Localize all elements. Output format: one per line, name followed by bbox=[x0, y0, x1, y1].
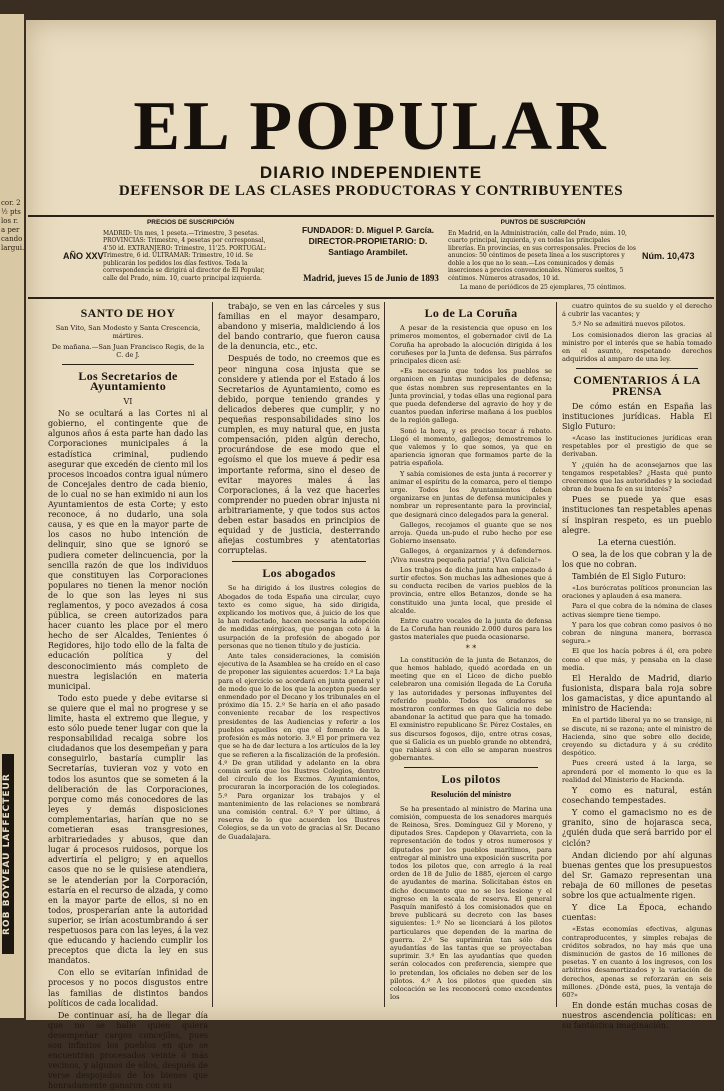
lawyers-heading: Los abogados bbox=[262, 566, 336, 581]
article-paragraph: Pues creerá usted á la larga, se aprenderá por el momento lo que es la realidad del Ministerio de Hacienda. bbox=[562, 759, 712, 784]
pilots-subheading: Resolución del ministro bbox=[430, 790, 512, 800]
article-paragraph: La constitución de la junta de Betanzos, de que hemos hablado, quedó acordada en un meeting que en el Liceo de dicho pueblo celebraron una comisión llegada de La Coruña y las autoridades y personas influyentes del referido pueblo. Todos los oradores se mostraron conformes en que Galicia no debe abandonar la actitud que para que ha tomado. El exministro republicano Sr. Pérez Costales, en sus discursos fogosos, dijo, entre otras cosas, que si Galicia es un pueblo grande no obtendrá, que rabiará si con ello se amparan nuestros gobernantes. bbox=[390, 655, 552, 763]
article-paragraph: Sonó la hora, y es preciso tocar á rebato. Llegó el momento, gallegos; demostremos lo que valemos y lo que somos, ya que en apariencia ignoran que formamos parte de la patria española. bbox=[390, 426, 552, 468]
article-paragraph: Se ha presentado al ministro de Marina una comisión, compuesta de los senadores marqués de Reinosa, Sres. Domínguez Gil y Moreno, y diputados Sres. Capdepon y Olavarrieta, con la representación de todos y otros numerosos y diputados por los pueblos marítimos, para entregar al ministro una exposición suscrita por todos los pilotos que, con arreglo á la real orden de 18 de Julio de 1885, ejercen el cargo de ayudantes de marina. Solicitaban éstos en dicho documento que no se les lesione y el ingreso en la escala de reserva. El general Pasquín manifestó á los comisionados que en breve publicará su decreto con las bases siguientes: 1.º No se licenciará á los pilotos particulares que dependen de la marina de guerra. 2.º Se suprimirán tan sólo dos ayudantías de las tantas que se proyectaban suprimir. 3.º En las ayudantías que queden serán colocados con preferencia, siempre que lo pretendan, los oficiales no deben ser de los pilotos. 4.º A los pilotos que queden sin colocación se les reconocerá como excedentes los bbox=[390, 804, 552, 1002]
article-paragraph: Después de todo, no creemos que es peor ninguna cosa injusta que se considere y atienda por el Estado á los Secretarios de Ayuntamiento, como es debido, porque teniendo grandes y delicados deberes que cumplir, y no pequeñas responsabilidades sino los cumplen, es muy natural que, en justa compensación, piden algún derecho, procurándose de ese modo que el egoísmo el que los mueve á pedir esa importante reforma, sino el deseo de evitar mayores males á las Corporaciones, á la vez que hacerles comprender no pueden obrar injusta ni arbitrariamente, y que todos sus actos deben estar basados en principios de equidad y de justicia, desterrando añejas costumbres y atentatorias corruptelas. bbox=[218, 354, 380, 556]
section-divider bbox=[576, 368, 698, 369]
column-divider bbox=[212, 302, 213, 1007]
subscription-points-text: En Madrid, en la Administración, calle del Prado, núm. 10, cuarto principal, izquierda, y en todas las principales librerías. En provincias, en sus corresponsales. Precios de los anuncios: 50 céntimos de peseta línea a los suscriptores y doble a los que no lo sean.—Los comunicados y demás inserciones a precios convencionales. Números sueltos, 5 céntimos. Números atrasados, 10 id. bbox=[448, 229, 636, 282]
newspaper-page bbox=[26, 20, 716, 1091]
subscription-points-title: PUNTOS DE SUSCRIPCIÓN bbox=[500, 219, 586, 226]
article-paragraph: Y ¿quién ha de aconsejarnos que las tengamos respetables? ¿Hasta qué punto creeremos que las autoridades y la sociedad obran de buena fe en su interés? bbox=[562, 460, 712, 494]
article-paragraph: La eterna cuestión. bbox=[597, 537, 677, 547]
article-paragraph: 5.º No se admitirá nuevos pilotos. bbox=[572, 320, 686, 329]
article-paragraph: Para el que cobra de la nómina de clases activas siempre tiene tiempo. bbox=[562, 602, 712, 619]
article-paragraph: Entre cuatro vocales de la junta de defensa de La Coruña han reunido 2.000 duros para los gastos materiales que pueda ocasionarse. bbox=[390, 617, 552, 642]
article-paragraph: Y para los que cobran como pasivos ó no cobran de ninguna manera, borrasca segura.» bbox=[562, 620, 712, 646]
pilots-heading: Los pilotos bbox=[441, 772, 501, 787]
dateline: Madrid, jueves 15 de Junio de 1893 bbox=[303, 273, 439, 283]
column-3 bbox=[390, 302, 552, 1012]
coruna-heading: Lo de La Coruña bbox=[424, 306, 518, 320]
bundle-price: La mano de periódicos de 25 ejemplares, 75 céntimos. bbox=[459, 284, 626, 291]
article-paragraph: Y dice La Época, echando cuentas: bbox=[562, 903, 712, 923]
subscription-prices-title: PRECIOS DE SUSCRIPCIÓN bbox=[146, 219, 235, 226]
article-paragraph: Todo esto puede y debe evitarse si se quiere que el mal no progrese y se limite, hasta el extremo que llegue, y esto sólo puede tener lugar con que la responsabilidad recaiga sobre los ciudadanos que los desempeñan y para conseguirlo, bastaría cumplir las Secretarías, tuvieran voz y voto en todos los asuntos que se someten á la deliberación de las Corporaciones, porque como más conocedores de las leyes y demás disposiciones complementarias, harían que no se cometieran esas transgresiones, arbitrariedades y abusos, que dan lugar á procesos ruidosos, porque los advertiría el peligro; y en aquellos casos que no se le quisiese atendiera, se le atenderían por la Corporación, estaría en el recurso de alzada, y como en la mayor parte de ellos, si no en todos, prosperarían ante la autoridad superior, se irían acostumbrando á ser respetuosos para con las leyes, á la vez que educando y haciendo cumplir los preceptos que dicta la ley en sus mandatos. bbox=[48, 693, 208, 966]
newspaper-tagline: DEFENSOR DE LAS CLASES PRODUCTORAS Y CONTRIBUYENTES bbox=[118, 183, 624, 199]
secretaries-part-number: VI bbox=[123, 397, 133, 407]
article-paragraph: En el partido liberal ya no se transige, ni se discute, ni se razona; ante el ministro de Hacienda, sino que sobre ello decide, creyendo su dictadura y á su crédito despótico. bbox=[562, 716, 712, 758]
article-paragraph: Los trabajos de dicha junta han empezado á surtir efectos. Son muchas las adhesiones que á su conducta reciben de varios pueblos de la provincia, entre ellos Betanzos, donde se ha constituido una junta local, que preside el alcalde. bbox=[390, 565, 552, 615]
founder-line: FUNDADOR: D. Miguel P. García. bbox=[301, 225, 435, 235]
article-paragraph: El que los hacía pobres á él, era pobre como el que más, y pensaba en la clase media. bbox=[562, 647, 712, 672]
year-number: AÑO XXV bbox=[63, 251, 104, 261]
article-paragraph: trabajo, se ven en las cárceles y sus familias en el mayor desamparo, abandono y miseria, maldiciendo á los del bando contrario, que fueron causa de la denuncia, etc., etc. bbox=[218, 302, 380, 352]
article-paragraph: El Heraldo de Madrid, diario fusionista, dispara bala roja sobre los gamacistas, y dice apuntando al ministro de Hacienda: bbox=[562, 674, 712, 714]
article-paragraph: De continuar así, ha de llegar día que no se halle quien quiera desempeñar cargos concejiles, pues son infinitos los pueblos en que se encuentran procesados veinte ó más vecinos, y algunos de ellos, después de verse despojados de los bienes que honradamente ganaron con su bbox=[48, 1010, 208, 1091]
article-paragraph: «Acaso las instituciones jurídicas eran respetables por el prestigio de que se derivaban. bbox=[562, 433, 712, 459]
article-paragraph: Gallegos, á organizarnos y á defendernos. ¡Viva nuestra pequeña patria! ¡Viva Galicia!» bbox=[390, 547, 552, 564]
secretaries-heading: Los Secretarios de Ayuntamiento bbox=[78, 368, 178, 393]
article-paragraph: No se ocultará a las Cortes ni al gobierno, el contingente que de algunos años á esta parte han dado las Corporaciones municipales á la estadística criminal, pudiendo asegurar que excedén de ciento mil los procesos incoados contra igual número de Concejales dentro de cada bienio, de lo cual no se han eximido ni aun los Ayuntamientos de esta Corte; y esto reconoce, á no dudarlo, una sola causa, y es que en la mayor parte de los casos no hubo intención de delinquir, sino que se ignoró se pudiera cometer delincuencia, por la sencilla razón de que los individuos que constituyen las Corporaciones populares no tienen la menor noción de lo que son las leyes ni sus reglamentos, y poco avezados á cosa pública, se creen autorizados para hacer cuanto les place por el mero hecho de ser Alcaldes, Tenientes ó Regidores, hijo todo ello de la falta de educación política y del desconocimiento más completo de nuestra legislación en materia municipal. bbox=[48, 409, 208, 691]
article-paragraph: Y sabía comisiones de esta junta á recorrer y animar el espíritu de la comarca, pero el tiempo urge. Todos los Ayuntamientos deben organizarse en juntas de defensa municipales y nombrar un representante para la provincial, que designará cinco delegados para la general. bbox=[390, 469, 552, 519]
founders-box bbox=[298, 225, 438, 258]
director-line: DIRECTOR-PROPIETARIO: D. Santiago Arambilet. bbox=[308, 236, 428, 257]
section-divider bbox=[404, 767, 538, 768]
lawyers-intro: Se ha dirigido á los ilustres colegios de Abogados de toda España una circular, cuyo texto es como sigue, ha sido dirigida, explicando los motivos que, á juicio de los que la han redactado, hacen necesaria la adopción de medidas enérgicas, que pongan coto á la usurpación de la profesión de abogado por personas que no tienen título y de justicia. bbox=[218, 584, 380, 650]
article-paragraph: «Los burócratas políticos pronuncian las oraciones y aplauden á esa manera. bbox=[562, 584, 712, 601]
article-paragraph: cuatro quintos de su sueldo y el derecho á cubrir las vacantes; y bbox=[562, 302, 712, 319]
column-4 bbox=[562, 302, 712, 1031]
article-paragraph: «Estas economías efectivas, algunas contraproducentes, y simples rebajas de créditos sobrados, no hay más que una disminución de gastos de 16 millones de pesetas. Y en cuanto á los ingresos, con los arbitrios desamortizados y la variación de derechos, apenas se reforzarán en seis millones. ¿Dónde está, pues, la ventaja de 60?» bbox=[562, 925, 712, 999]
article-paragraph: Andan diciendo por ahí algunas buenas gentes que los presupuestos del Sr. Gamazo representan una rebaja de 60 millones de pesetas sobre los que actualmente rigen. bbox=[562, 850, 712, 901]
newspaper-subtitle: DIARIO INDEPENDIENTE bbox=[259, 163, 483, 182]
saint-of-day-heading: SANTO DE HOY bbox=[80, 306, 176, 320]
article-paragraph: Y como el gamacismo no es de granito, sino de hojarasca seca, ¿quién duda que será barrido por el ciclón? bbox=[562, 808, 712, 848]
header-bottom-rule bbox=[28, 297, 714, 299]
adjacent-page-fragment: cor. 2 ½ pts los r. a per cando largui. bbox=[1, 199, 25, 252]
article-paragraph: Gallegos, recojamos el guante que se nos arroja. Queda un-pudo el rubo hecho por ese Gobierno insensato. bbox=[390, 520, 552, 546]
press-comments-heading: COMENTARIOS Á LA PRENSA bbox=[573, 373, 701, 398]
article-paragraph: También de El Siglo Futuro: bbox=[572, 571, 687, 581]
section-divider bbox=[232, 561, 366, 562]
newspaper-title: EL POPULAR bbox=[133, 88, 609, 165]
column-1 bbox=[48, 302, 208, 1091]
adjacent-page-strip bbox=[0, 14, 24, 1018]
issue-number: Núm. 10,473 bbox=[642, 251, 695, 261]
column-2 bbox=[218, 302, 380, 1012]
subscription-prices-text: MADRID: Un mes, 1 peseta.—Trimestre, 3 pesetas. PROVINCIAS: Trimestre, 4 pesetas por corresponsal, 4'50 id. EXTRANJERO: Trimestre, 11'25. PORTUGAL: Trimestre, 6 id. ULTRAMAR: Trimestre, 10 id. Se publicarán los pedidos los días festivos. Toda la correspondencia se dirigirá al director de El Popular, calle del Prado, núm. 10, cuarto principal izquierda. bbox=[103, 229, 267, 282]
lawyers-text: Ante tales consideraciones, la comisión ejecutiva de la Asamblea se ha creído en el caso de proponer las siguientes acuerdos: 1.º La baja para el ejercicio se acordará en junta general y de modo que lo de los que la acepten pueda ser enmendado por el Decano y los tribunales en el próximo día 15. 2.º Se haría en el año pasado conveniente recabar de los respectivos presidentes de las Audiencias y referir a los pueblos aquellos en que el fomento de la profesión es más notorio. 3.º El por primera vez que se ha de dar lectura a los artículos de la ley que se refieren a la fiscalización de la profesión. 4.º De gran utilidad y adelanto en la obra común sería que los Ilustres Colegios, dentro del círculo de los Excmos. Ayuntamientos, procuraran la incorporación de los colegiados. 5.º Para organizar los trabajos y el mantenimiento de las relaciones se nombrará una comisión central. 6.º Y por último, á reserva de lo que acuerden los Ilustres Colegios, se da un voto de gracias al Sr. Decano de Guadalajara. bbox=[218, 652, 380, 841]
article-paragraph: «Es necesario que todos los pueblos se organicen en Juntas municipales de defensa; que éstas nombren sus representantes en la Junta provincial, y todas ellas una regional para que pueda defenderse del agravio de hoy y de cuantos puedan inferirse mañana á los pueblos de la región gallega. bbox=[390, 367, 552, 425]
section-divider bbox=[62, 364, 194, 365]
article-paragraph: De cómo están en España las instituciones jurídicas. Habla El Siglo Futuro: bbox=[562, 401, 712, 431]
saint-of-tomorrow-text: De mañana.—San Juan Francisco Regis, de la C. de J. bbox=[51, 342, 205, 359]
article-paragraph: Con ello se evitarían infinidad de procesos y no pocos disgustos entre las familias de distintos bandos políticos de cada localidad. bbox=[48, 968, 208, 1008]
column-divider bbox=[556, 302, 557, 1007]
adjacent-page-advertisement: ROB BOYVEAU LAFFECTEUR bbox=[2, 754, 14, 954]
subscription-prices-box bbox=[103, 219, 278, 282]
subscription-info-bar bbox=[28, 217, 714, 295]
article-paragraph: O sea, la de los que cobran y la de los que no cobran. bbox=[562, 549, 712, 569]
article-paragraph: En donde están muchas cosas de nuestros ascendencia políticas: en su fantástica imaginación. bbox=[562, 1001, 712, 1031]
article-paragraph: Pues se puede ya que esas instituciones tan respetables apenas sí inspiran respeto, es un pueblo alegre. bbox=[562, 495, 712, 535]
article-paragraph: Los comisionados dieron las gracias al ministro por el interés que se había tomado en el asunto, respetando derechos adquiridos al amparo de una ley. bbox=[562, 330, 712, 364]
saint-of-day-text: San Vito, San Modesto y Santa Crescencia, mártires. bbox=[55, 324, 201, 341]
article-paragraph: A pesar de la resistencia que opuso en los primeros momentos, el gobernador civil de La Coruña ha aprobado la alocución dirigida á los coruñeses por la Junta de defensa. Sus párrafos principales dicen así: bbox=[390, 324, 552, 365]
asterism: * * bbox=[465, 643, 477, 653]
article-paragraph: Y como es natural, están cosechando tempestades. bbox=[562, 786, 712, 806]
column-divider bbox=[384, 302, 385, 1007]
